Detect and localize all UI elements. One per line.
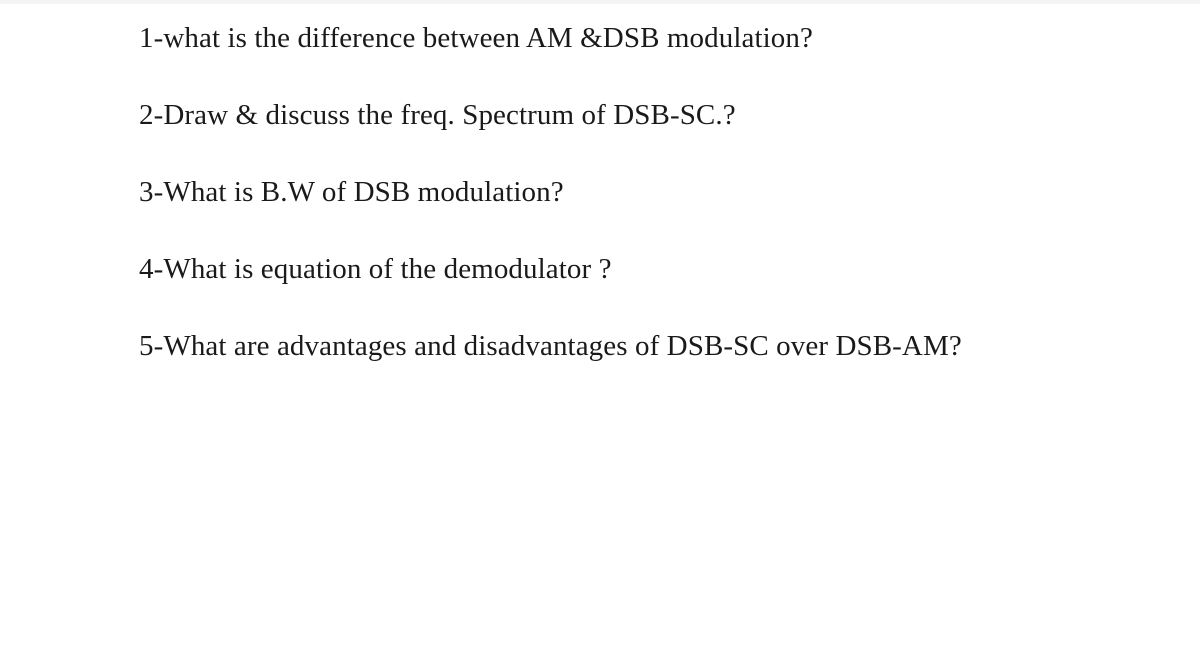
question-4: 4-What is equation of the demodulator ?	[139, 253, 612, 285]
question-1: 1-what is the difference between AM &DSB modulation?	[139, 22, 813, 54]
page-top-edge	[0, 0, 1200, 4]
question-3: 3-What is B.W of DSB modulation?	[139, 176, 564, 208]
question-list	[139, 18, 962, 403]
question-5: 5-What are advantages and disadvantages of DSB-SC over DSB-AM?	[139, 330, 962, 362]
question-2: 2-Draw & discuss the freq. Spectrum of DSB-SC.?	[139, 99, 736, 131]
